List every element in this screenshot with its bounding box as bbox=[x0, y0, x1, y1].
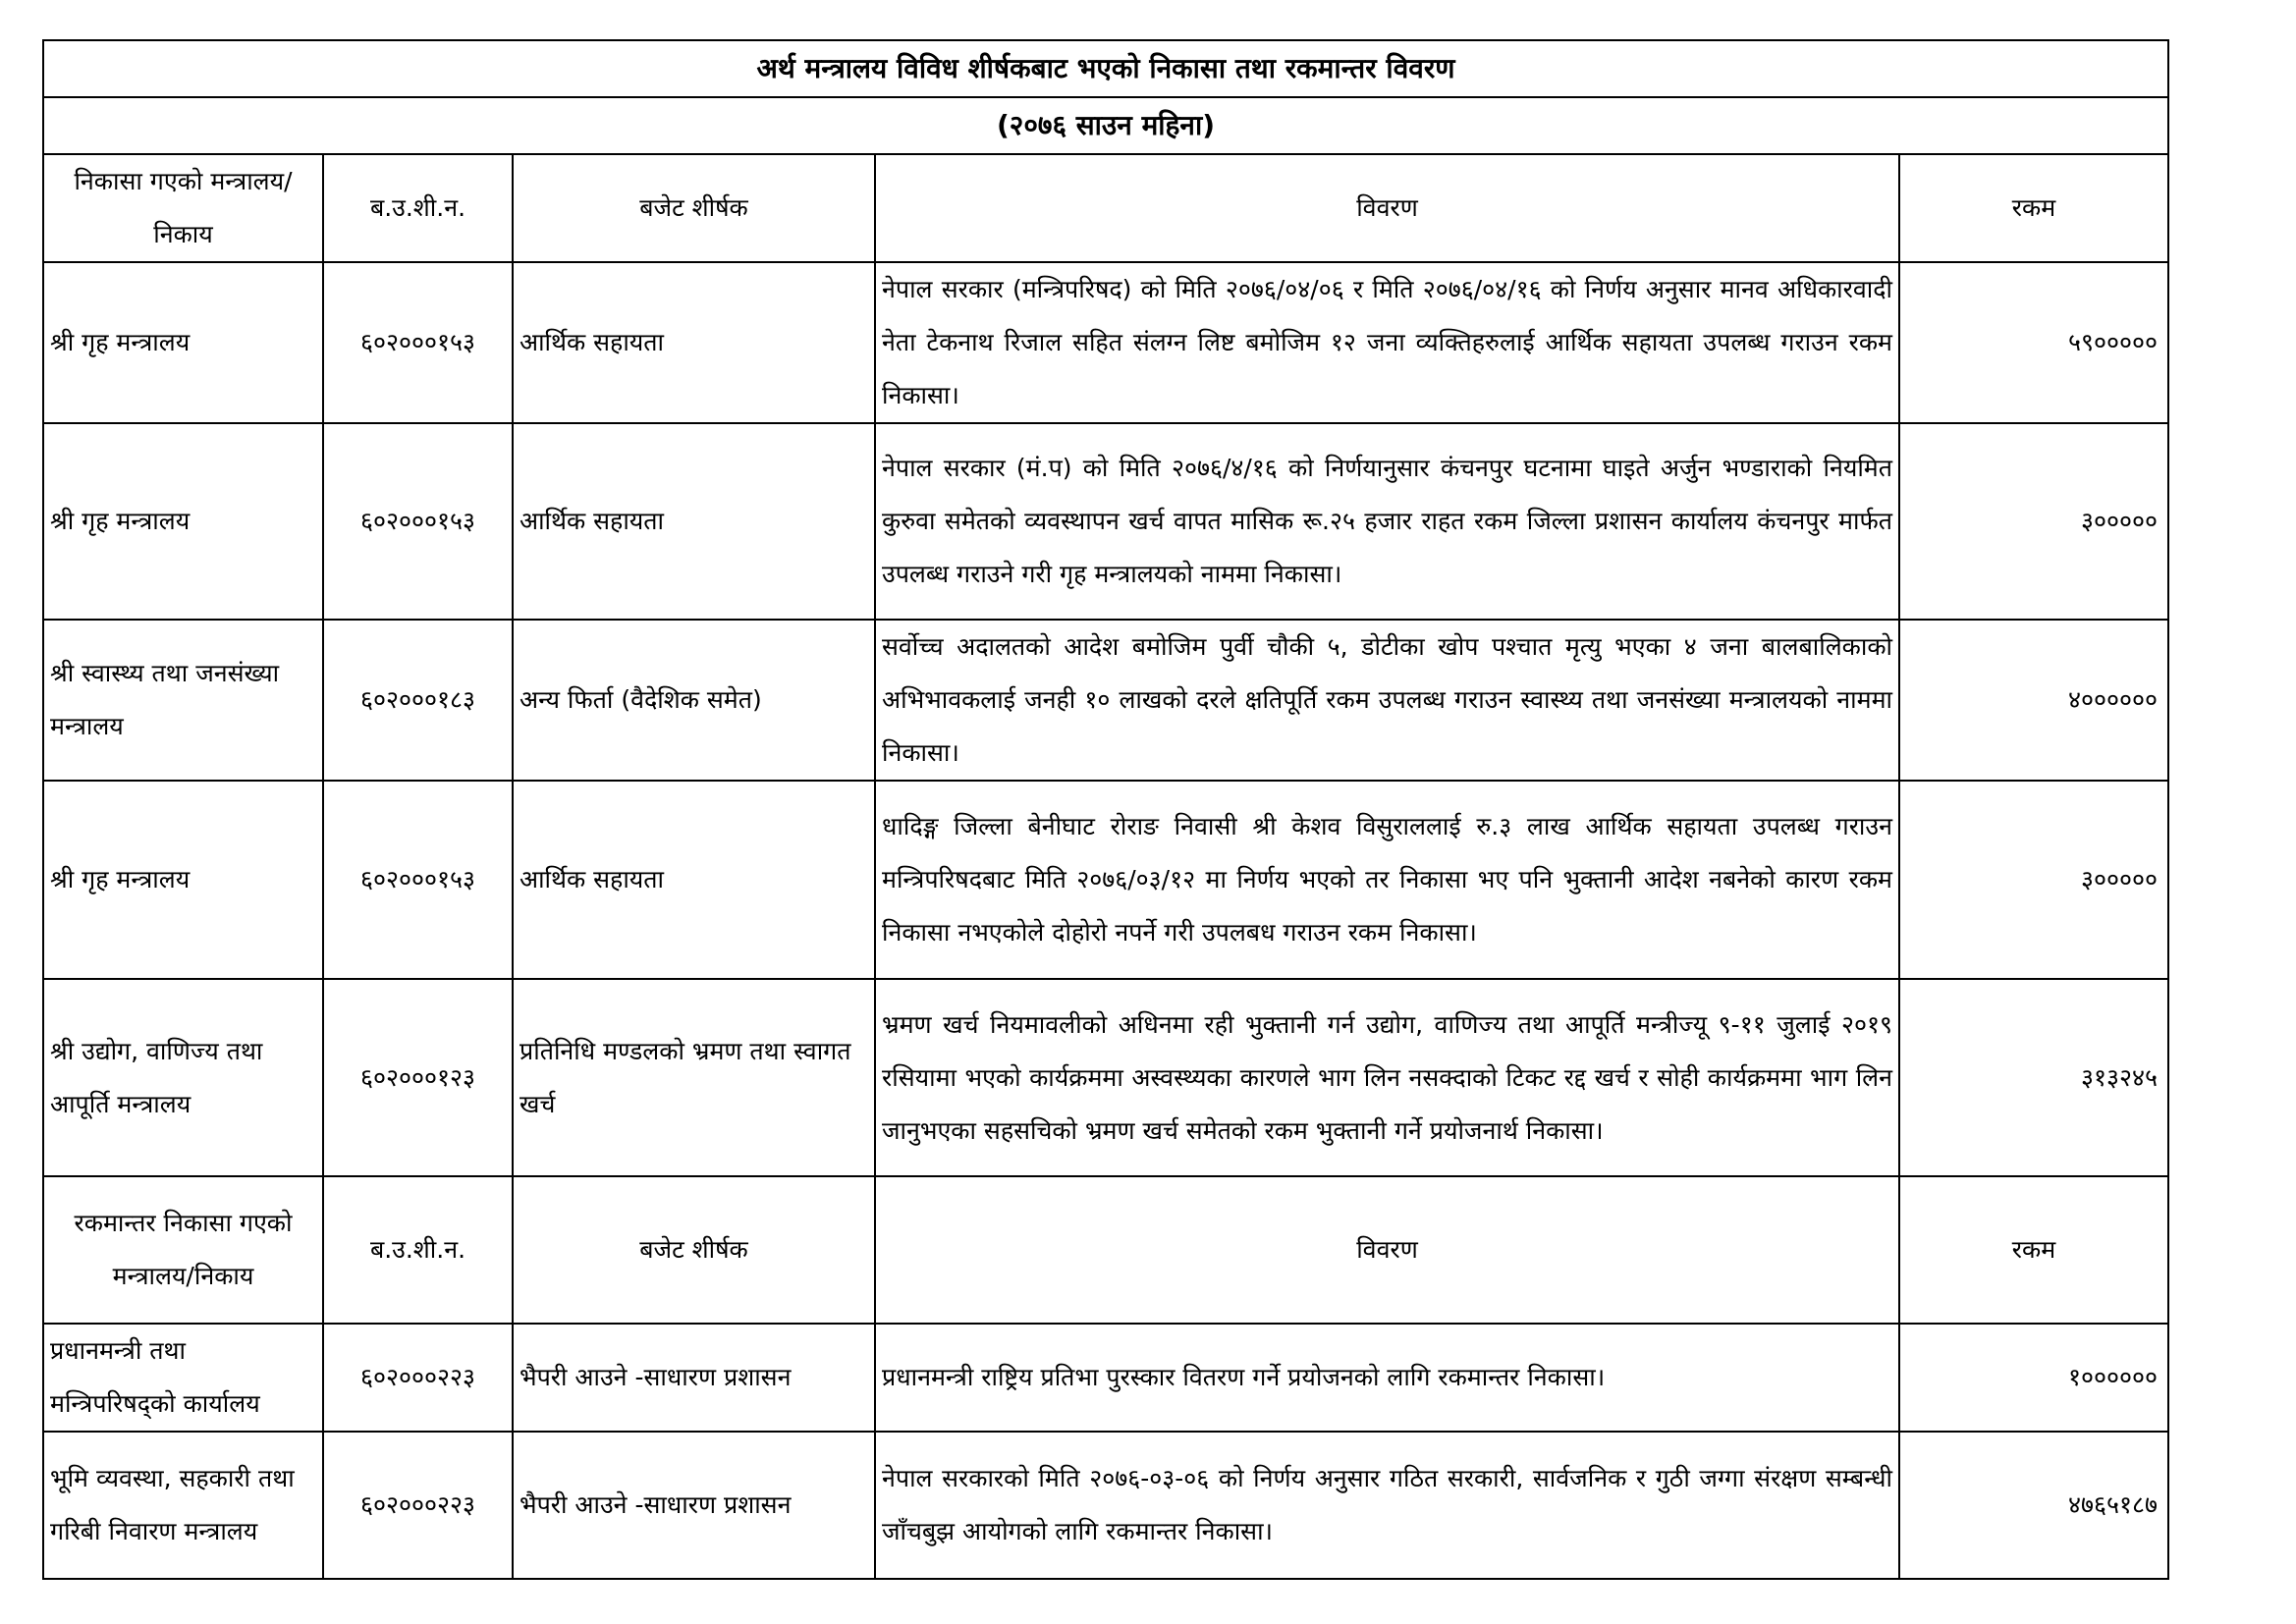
header-code: ब.उ.शी.न. bbox=[323, 154, 513, 262]
table-row bbox=[43, 781, 2168, 979]
header-budget-head: बजेट शीर्षक bbox=[513, 154, 875, 262]
description-cell: प्रधानमन्त्री राष्ट्रिय प्रतिभा पुरस्कार वितरण गर्ने प्रयोजनको लागि रकमान्तर निकासा। bbox=[875, 1324, 1899, 1432]
description-cell: सर्वोच्च अदालतको आदेश बमोजिम पुर्वी चौकी ५, डोटीका खोप पश्चात मृत्यु भएका ४ जना बालबालिकाको अभिभावकलाई जनही १० लाखको दरले क्षतिपूर्ति रकम उपलब्ध गराउन स्वास्थ्य तथा जनसंख्या मन्त्रालयको नाममा निकासा। bbox=[875, 620, 1899, 781]
code-cell: ६०२०००१५३ bbox=[323, 423, 513, 620]
code-cell: ६०२०००१५३ bbox=[323, 781, 513, 979]
office-cell: श्री गृह मन्त्रालय bbox=[43, 423, 323, 620]
report-title: अर्थ मन्त्रालय विविध शीर्षकबाट भएको निकासा तथा रकमान्तर विवरण bbox=[43, 40, 2168, 97]
table-row bbox=[43, 262, 2168, 423]
office-cell: श्री स्वास्थ्य तथा जनसंख्या मन्त्रालय bbox=[43, 620, 323, 781]
code-cell: ६०२०००१८३ bbox=[323, 620, 513, 781]
report-subtitle: (२०७६ साउन महिना) bbox=[43, 97, 2168, 154]
code-cell: ६०२०००१५३ bbox=[323, 262, 513, 423]
table-row bbox=[43, 1324, 2168, 1432]
office-cell: श्री उद्योग, वाणिज्य तथा आपूर्ति मन्त्रालय bbox=[43, 979, 323, 1176]
amount-cell: ३००००० bbox=[1899, 423, 2168, 620]
amount-cell: ३१३२४५ bbox=[1899, 979, 2168, 1176]
office-cell: भूमि व्यवस्था, सहकारी तथा गरिबी निवारण मन्त्रालय bbox=[43, 1432, 323, 1579]
title-row bbox=[43, 40, 2168, 97]
code-cell: ६०२०००२२३ bbox=[323, 1432, 513, 1579]
description-cell: भ्रमण खर्च नियमावलीको अधिनमा रही भुक्तानी गर्न उद्योग, वाणिज्य तथा आपूर्ति मन्त्रीज्यू ९-११ जुलाई २०१९ रसियामा भएको कार्यक्रममा अस्वस्थ्यका कारणले भाग लिन नसक्दाको टिकट रद्द खर्च र सोही कार्यक्रममा भाग लिन जानुभएका सहसचिको भ्रमण खर्च समेतको रकम भुक्तानी गर्ने प्रयोजनार्थ निकासा। bbox=[875, 979, 1899, 1176]
report-table bbox=[42, 39, 2169, 1580]
office-cell: श्री गृह मन्त्रालय bbox=[43, 262, 323, 423]
amount-cell: ४०००००० bbox=[1899, 620, 2168, 781]
header-office: रकमान्तर निकासा गएको मन्त्रालय/निकाय bbox=[43, 1176, 323, 1324]
header-description: विवरण bbox=[875, 154, 1899, 262]
section2-header-row bbox=[43, 1176, 2168, 1324]
description-cell: नेपाल सरकार (मन्त्रिपरिषद) को मिति २०७६/०४/०६ र मिति २०७६/०४/१६ को निर्णय अनुसार मानव अधिकारवादी नेता टेकनाथ रिजाल सहित संलग्न लिष्ट बमोजिम १२ जना व्यक्तिहरुलाई आर्थिक सहायता उपलब्ध गराउन रकम निकासा। bbox=[875, 262, 1899, 423]
table-row bbox=[43, 423, 2168, 620]
budget-head-cell: आर्थिक सहायता bbox=[513, 262, 875, 423]
header-office: निकासा गएको मन्त्रालय/निकाय bbox=[43, 154, 323, 262]
amount-cell: ३००००० bbox=[1899, 781, 2168, 979]
code-cell: ६०२०००१२३ bbox=[323, 979, 513, 1176]
header-amount: रकम bbox=[1899, 154, 2168, 262]
budget-head-cell: प्रतिनिधि मण्डलको भ्रमण तथा स्वागत खर्च bbox=[513, 979, 875, 1176]
budget-head-cell: आर्थिक सहायता bbox=[513, 423, 875, 620]
description-cell: नेपाल सरकार (मं.प) को मिति २०७६/४/१६ को निर्णयानुसार कंचनपुर घटनामा घाइते अर्जुन भण्डाराको नियमित कुरुवा समेतको व्यवस्थापन खर्च वापत मासिक रू.२५ हजार राहत रकम जिल्ला प्रशासन कार्यालय कंचनपुर मार्फत उपलब्ध गराउने गरी गृह मन्त्रालयको नाममा निकासा। bbox=[875, 423, 1899, 620]
code-cell: ६०२०००२२३ bbox=[323, 1324, 513, 1432]
table-row bbox=[43, 979, 2168, 1176]
header-description: विवरण bbox=[875, 1176, 1899, 1324]
table-row bbox=[43, 1432, 2168, 1579]
header-budget-head: बजेट शीर्षक bbox=[513, 1176, 875, 1324]
budget-head-cell: आर्थिक सहायता bbox=[513, 781, 875, 979]
office-cell: प्रधानमन्त्री तथा मन्त्रिपरिषद्को कार्यालय bbox=[43, 1324, 323, 1432]
section1-header-row bbox=[43, 154, 2168, 262]
office-cell: श्री गृह मन्त्रालय bbox=[43, 781, 323, 979]
description-cell: धादिङ्ग जिल्ला बेनीघाट रोराङ निवासी श्री केशव विसुराललाई रु.३ लाख आर्थिक सहायता उपलब्ध गराउन मन्त्रिपरिषदबाट मिति २०७६/०३/१२ मा निर्णय भएको तर निकासा भए पनि भुक्तानी आदेश नबनेको कारण रकम निकासा नभएकोले दोहोरो नपर्ने गरी उपलबध गराउन रकम निकासा। bbox=[875, 781, 1899, 979]
budget-head-cell: भैपरी आउने -साधारण प्रशासन bbox=[513, 1324, 875, 1432]
budget-head-cell: अन्य फिर्ता (वैदेशिक समेत) bbox=[513, 620, 875, 781]
header-amount: रकम bbox=[1899, 1176, 2168, 1324]
header-code: ब.उ.शी.न. bbox=[323, 1176, 513, 1324]
subtitle-row bbox=[43, 97, 2168, 154]
table-row bbox=[43, 620, 2168, 781]
amount-cell: १०००००० bbox=[1899, 1324, 2168, 1432]
amount-cell: ४७६५१८७ bbox=[1899, 1432, 2168, 1579]
description-cell: नेपाल सरकारको मिति २०७६-०३-०६ को निर्णय अनुसार गठित सरकारी, सार्वजनिक र गुठी जग्गा संरक्षण सम्बन्धी जाँचबुझ आयोगको लागि रकमान्तर निकासा। bbox=[875, 1432, 1899, 1579]
amount-cell: ५९००००० bbox=[1899, 262, 2168, 423]
budget-head-cell: भैपरी आउने -साधारण प्रशासन bbox=[513, 1432, 875, 1579]
